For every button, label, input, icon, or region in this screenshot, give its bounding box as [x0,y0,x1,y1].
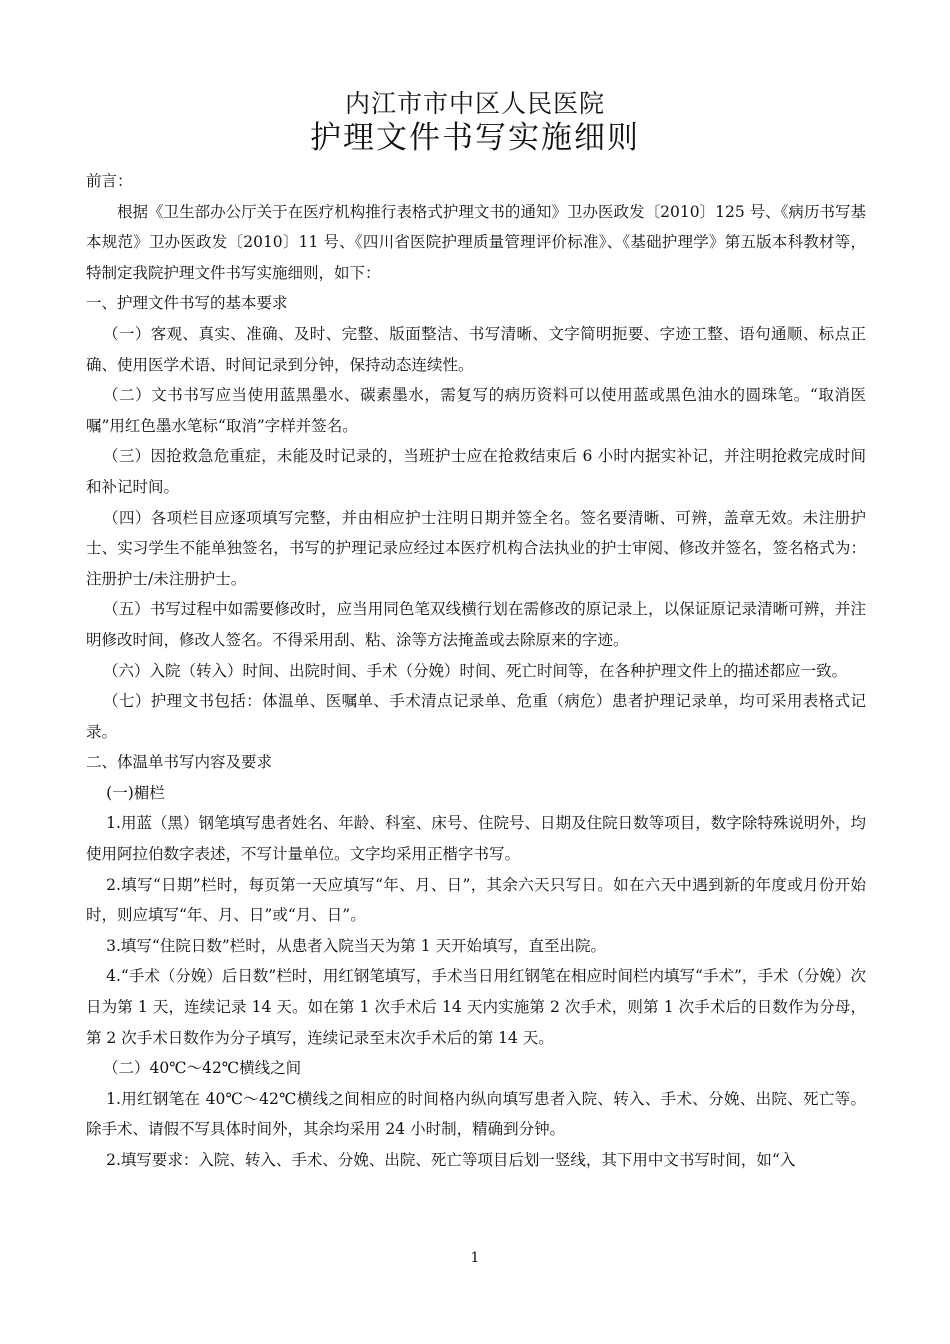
page-number: 1 [470,1250,480,1266]
paragraph: 1.用蓝（黑）钢笔填写患者姓名、年龄、科室、床号、住院号、日期及住院日数等项目，数字除特殊说明外，均使用阿拉伯数字表述，不写计量单位。文字均采用正楷字书写。 [86,814,866,864]
subsection-heading: （二）40℃～42℃横线之间 [103,1059,302,1078]
paragraph: （四）各项栏目应逐项填写完整，并由相应护士注明日期并签全名。签名要清晰、可辨，盖章无效。未注册护士、实习学生不能单独签名，书写的护理记录应经过本医疗机构合法执业的护士审阅、修改并签名，签名格式为：注册护士/未注册护士。 [86,508,866,588]
paragraph: （六）入院（转入）时间、出院时间、手术（分娩）时间、死亡时间等，在各种护理文件上的描述都应一致。 [103,661,848,680]
paragraph: （三）因抢救急危重症，未能及时记录的，当班护士应在抢救结束后 6 小时内据实补记，并注明抢救完成时间和补记时间。 [86,447,866,496]
preface-text: 根据《卫生部办公厅关于在医疗机构推行表格式护理文书的通知》卫办医政发〔2010〕125 号、《病历书写基本规范》卫办医政发〔2010〕11 号、《四川省医院护理质量管理评价标准》、《基础护理学》第五版本科教材等，特制定我院护理文件书写实施细则，如下： [86,202,866,282]
paragraph: （五）书写过程中如需要修改时，应当用同色笔双线横行划在需修改的原记录上，以保证原记录清晰可辨，并注明修改时间，修改人签名。不得采用刮、粘、涂等方法掩盖或去除原来的字迹。 [86,600,866,649]
document-title: 护理文件书写实施细则 [310,120,640,156]
document-body [86,166,866,1176]
preface-label: 前言： [86,172,133,190]
paragraph: 3.填写“住院日数”栏时，从患者入院当天为第 1 天开始填写，直至出院。 [106,936,606,955]
hospital-name: 内江市市中区人民医院 [344,89,605,118]
subsection-heading: (一)楣栏 [106,783,165,802]
section-heading: 二、体温单书写内容及要求 [86,753,273,772]
paragraph: 1.用红钢笔在 40℃～42℃横线之间相应的时间格内纵向填写患者入院、转入、手术、分娩、出院、死亡等。除手术、请假不写具体时间外，其余均采用 24 小时制，精确到分钟。 [86,1089,866,1139]
paragraph: 2.填写“日期”栏时，每页第一天应填写“年、月、日”，其余六天只写日。如在六天中遇到新的年度或月份开始时，则应填写“年、月、日”或“月、日”。 [86,875,866,925]
paragraph: （二）文书书写应当使用蓝黑墨水、碳素墨水，需复写的病历资料可以使用蓝或黑色油水的圆珠笔。“取消医嘱”用红色墨水笔标“取消”字样并签名。 [86,386,866,435]
paragraph: 2.填写要求：入院、转入、手术、分娩、出院、死亡等项目后划一竖线，其下用中文书写时间，如“入 [106,1151,796,1169]
paragraph: （一）客观、真实、准确、及时、完整、版面整洁、书写清晰、文字简明扼要、字迹工整、语句通顺、标点正确、使用医学术语、时间记录到分钟，保持动态连续性。 [86,324,866,374]
paragraph: 4.“手术（分娩）后日数”栏时，用红钢笔填写，手术当日用红钢笔在相应时间栏内填写“手术”，手术（分娩）次日为第 1 天，连续记录 14 天。如在第 1 次手术后 14 天内实施第 2 次手术，则第 1 次手术后的日数作为分母，第 2 次手术日数作为分子填写，连续记录至末次手术后的第 14 天。 [86,967,866,1047]
paragraph: （七）护理文书包括：体温单、医嘱单、手术清点记录单、危重（病危）患者护理记录单，均可采用表格式记录。 [86,692,866,741]
section-heading: 一、护理文件书写的基本要求 [86,294,288,313]
